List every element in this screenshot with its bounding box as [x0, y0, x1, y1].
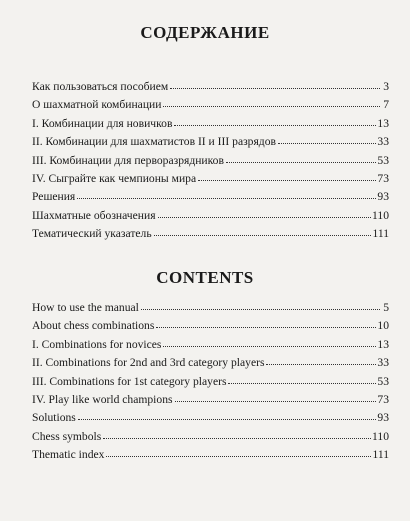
toc-entry-title: Chess symbols — [32, 429, 102, 443]
english-toc — [32, 302, 389, 468]
toc-entry-page: 93 — [377, 411, 389, 425]
dot-leader — [158, 217, 372, 218]
dot-leader — [228, 383, 376, 384]
toc-entry — [32, 155, 389, 173]
dot-leader — [103, 438, 371, 439]
dot-leader — [77, 198, 376, 199]
toc-entry-page: 5 — [383, 301, 389, 314]
toc-entry-title: Шахматные обозначения — [32, 208, 156, 222]
toc-entry-title: IV. Сыграйте как чемпионы мира — [32, 171, 197, 185]
toc-entry — [32, 320, 389, 338]
toc-entry-title: Как пользоваться пособием — [32, 80, 169, 93]
toc-entry-page: 110 — [372, 208, 389, 222]
toc-entry-title: II. Комбинации для шахматистов II и III разрядов — [32, 135, 276, 149]
toc-entry — [32, 191, 389, 209]
dot-leader — [156, 327, 376, 328]
dot-leader — [266, 364, 376, 365]
toc-entry — [32, 376, 389, 394]
dot-leader — [170, 88, 380, 89]
toc-entry — [32, 118, 389, 136]
toc-entry-page: 33 — [377, 356, 389, 370]
toc-entry-title: II. Combinations for 2nd and 3rd category players — [32, 356, 265, 370]
toc-entry-title: О шахматной комбинации — [32, 98, 162, 112]
english-contents-heading: CONTENTS — [156, 268, 254, 287]
toc-entry-page: 3 — [383, 80, 389, 93]
toc-entry-title: I. Combinations for novices — [32, 337, 162, 351]
toc-entry-title: Тематический указатель — [32, 227, 152, 241]
toc-entry-title: III. Комбинации для перворазрядников — [32, 153, 224, 167]
toc-entry-title: Thematic index — [32, 448, 105, 462]
toc-entry-page: 53 — [377, 374, 389, 388]
toc-entry-page: 110 — [372, 429, 389, 443]
toc-entry-title: Solutions — [32, 411, 76, 425]
russian-toc — [32, 81, 389, 247]
toc-entry — [32, 81, 389, 99]
toc-entry-page: 13 — [377, 337, 389, 351]
toc-entry-page: 10 — [377, 319, 389, 333]
toc-entry-page: 73 — [377, 171, 389, 185]
dot-leader — [106, 456, 371, 457]
dot-leader — [163, 346, 376, 347]
toc-entry — [32, 136, 389, 154]
dot-leader — [198, 180, 376, 181]
dot-leader — [163, 106, 380, 107]
toc-entry — [32, 412, 389, 430]
toc-entry — [32, 228, 389, 246]
toc-entry-page: 13 — [377, 116, 389, 130]
toc-entry-page: 111 — [372, 448, 389, 462]
toc-entry-title: How to use the manual — [32, 301, 139, 314]
dot-leader — [175, 401, 377, 402]
toc-entry-page: 73 — [377, 392, 389, 406]
toc-entry — [32, 302, 389, 320]
toc-entry — [32, 99, 389, 117]
toc-entry — [32, 339, 389, 357]
toc-entry — [32, 394, 389, 412]
toc-entry-title: About chess combinations — [32, 319, 155, 333]
toc-entry — [32, 449, 389, 467]
toc-entry-title: Решения — [32, 190, 76, 204]
russian-contents-heading: СОДЕРЖАНИЕ — [140, 23, 270, 42]
dot-leader — [154, 235, 372, 236]
toc-entry — [32, 173, 389, 191]
toc-entry — [32, 357, 389, 375]
dot-leader — [174, 125, 376, 126]
dot-leader — [278, 143, 376, 144]
toc-entry-page: 7 — [383, 98, 389, 112]
toc-entry-title: III. Combinations for 1st category players — [32, 374, 227, 388]
dot-leader — [226, 162, 376, 163]
toc-entry-title: I. Комбинации для новичков — [32, 116, 173, 130]
toc-entry — [32, 431, 389, 449]
dot-leader — [78, 419, 377, 420]
toc-entry-page: 33 — [377, 135, 389, 149]
toc-entry-page: 53 — [377, 153, 389, 167]
toc-entry-title: IV. Play like world champions — [32, 392, 173, 406]
toc-entry-page: 93 — [377, 190, 389, 204]
toc-entry — [32, 210, 389, 228]
dot-leader — [141, 309, 380, 310]
toc-entry-page: 111 — [372, 227, 389, 241]
